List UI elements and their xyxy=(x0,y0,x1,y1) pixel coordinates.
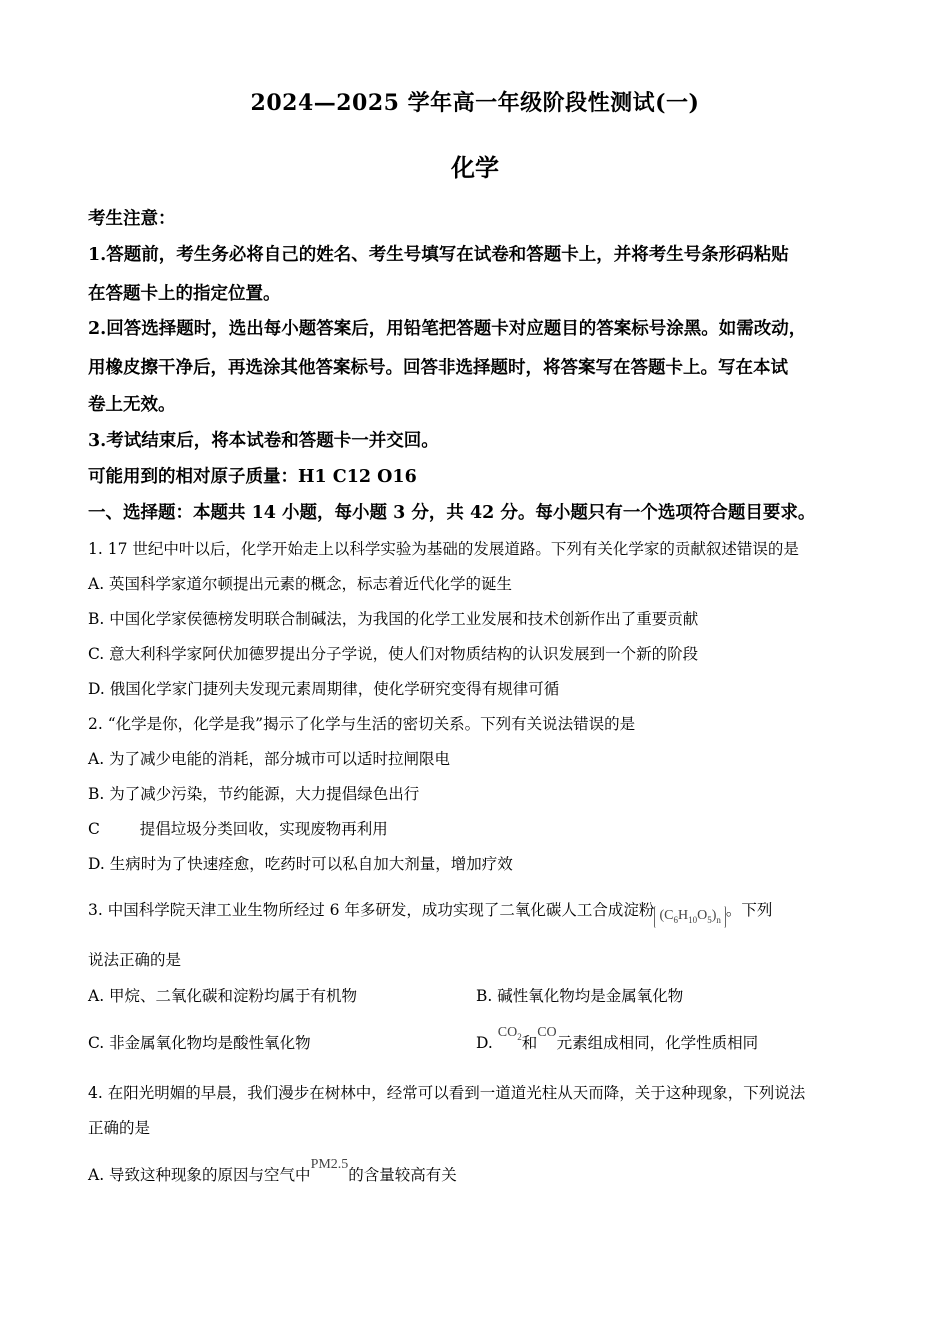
exam-title: 2024—2025 学年高一年级阶段性测试(一) xyxy=(250,90,700,116)
q1-stem: 1. 17 世纪中叶以后，化学开始走上以科学实验为基础的发展道路。下列有关化学家的贡献叙述错误的是 xyxy=(88,540,799,558)
co2-formula: $CO_2$ xyxy=(497,1025,522,1042)
q3-option-d-and: 和 xyxy=(521,1034,538,1052)
notice-heading: 考生注意： xyxy=(88,209,176,229)
subject-title: 化学 xyxy=(451,153,499,182)
q4-option-a-text: A. 导致这种现象的原因与空气中 xyxy=(88,1166,311,1184)
q3-option-d-label: D. xyxy=(476,1034,493,1052)
notice-item-2-line-2: 用橡皮擦干净后，再选涂其他答案标号。回答非选择题时，将答案写在答题卡上。写在本试 xyxy=(88,358,788,378)
starch-formula xyxy=(654,904,725,925)
q3-option-d-text: 元素组成相同，化学性质相同 xyxy=(556,1034,759,1052)
q3-stem-line-2: 说法正确的是 xyxy=(88,951,182,969)
pm25-formula: PM2.5 xyxy=(310,1157,349,1172)
notice-item-1-line-2: 在答题卡上的指定位置。 xyxy=(88,284,281,304)
q4-stem-line-1: 4. 在阳光明媚的早晨，我们漫步在树林中，经常可以看到一道道光柱从天而降，关于这种现象，下列说法 xyxy=(88,1084,806,1102)
q2-option-d: D. 生病时为了快速痊愈，吃药时可以私自加大剂量，增加疗效 xyxy=(88,855,513,873)
q3-stem-tail: 。下列 xyxy=(725,901,773,919)
q3-option-a: A. 甲烷、二氧化碳和淀粉均属于有机物 xyxy=(88,987,358,1005)
q3-option-d xyxy=(476,1025,759,1054)
notice-item-2-line-3: 卷上无效。 xyxy=(88,395,176,415)
q2-option-c xyxy=(88,817,388,839)
q1-option-a: A. 英国科学家道尔顿提出元素的概念，标志着近代化学的诞生 xyxy=(88,575,513,593)
notice-item-3: 3.考试结束后，将本试卷和答题卡一并交回。 xyxy=(88,431,439,451)
q3-option-b: B. 碱性氧化物均是金属氧化物 xyxy=(476,987,684,1005)
q3-option-c: C. 非金属氧化物均是酸性氧化物 xyxy=(88,1034,311,1052)
atomic-mass-line: 可能用到的相对原子质量：H1 C12 O16 xyxy=(88,467,417,487)
q2-stem: 2. “化学是你，化学是我”揭示了化学与生活的密切关系。下列有关说法错误的是 xyxy=(88,715,636,733)
q1-option-b: B. 中国化学家侯德榜发明联合制碱法，为我国的化学工业发展和技术创新作出了重要贡献 xyxy=(88,610,699,628)
q4-option-a-tail: 的含量较高有关 xyxy=(348,1166,457,1184)
q2-option-a: A. 为了减少电能的消耗，部分城市可以适时拉闸限电 xyxy=(88,750,451,768)
notice-item-2-line-1: 2.回答选择题时，选出每小题答案后，用铅笔把答题卡对应题目的答案标号涂黑。如需改动， xyxy=(88,319,807,339)
notice-item-1-line-1: 1.答题前，考生务必将自己的姓名、考生号填写在试卷和答题卡上，并将考生号条形码粘贴 xyxy=(88,245,789,265)
co-formula: CO xyxy=(537,1025,557,1040)
q1-option-d: D. 俄国化学家门捷列夫发现元素周期律，使化学研究变得有规律可循 xyxy=(88,680,560,698)
q2-option-c-text: 提倡垃圾分类回收，实现废物再利用 xyxy=(139,820,388,838)
q4-option-a xyxy=(88,1157,457,1185)
q4-stem-line-2: 正确的是 xyxy=(88,1119,151,1137)
q2-option-b: B. 为了减少污染，节约能源，大力提倡绿色出行 xyxy=(88,785,420,803)
q1-option-c: C. 意大利科学家阿伏加德罗提出分子学说，使人们对物质结构的认识发展到一个新的阶段 xyxy=(88,645,699,663)
q3-stem-text: 3. 中国科学院天津工业生物所经过 6 年多研发，成功实现了二氧化碳人工合成淀粉 xyxy=(88,901,655,919)
section-1-heading: 一、选择题：本题共 14 小题，每小题 3 分，共 42 分。每小题只有一个选项符合题目要求。 xyxy=(88,503,816,523)
starch-formula-bracket: $(C_6H_{10}O_5)_n$ xyxy=(654,906,725,928)
q2-option-c-label: C xyxy=(88,820,100,838)
q3-stem xyxy=(88,898,772,928)
